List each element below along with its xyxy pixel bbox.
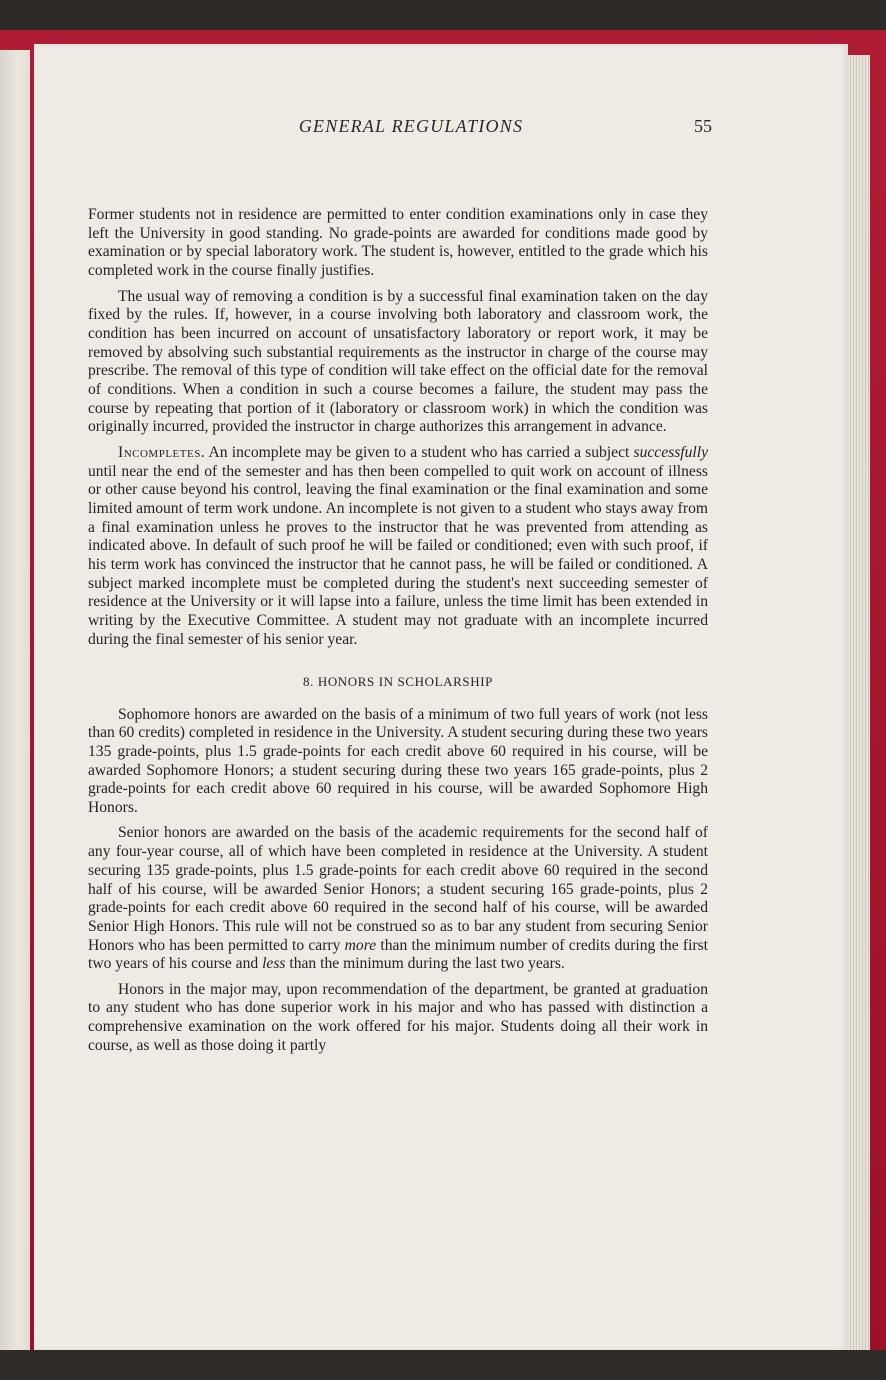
incompletes-text-b: until near the end of the semester and has then been compelled to quit work on account of illness or other cause beyond his control, leaving the final examination or the final examination and some limited amount of term work undone. An incomplete is not given to a student who stays away from a final examination unless he proves to the instructor that he was prevented from attending as indicated above. In default of such proof he will be failed or conditioned; even with such proof, if his term work has convinced the instructor that he cannot pass, he will be failed or conditioned. A subject marked incomplete must be completed during the student's next succeeding semester of residence at the University or it will lapse into a failure, unless the time limit has been extended in writing by the Executive Committee. A student may not graduate with an incomplete incurred during the final semester of his senior year. — [88, 462, 708, 648]
running-title: GENERAL REGULATIONS — [298, 116, 524, 136]
incompletes-emphasis: successfully — [633, 443, 708, 461]
scan-background-top — [0, 0, 886, 30]
section-heading — [88, 674, 708, 690]
senior-text-a: Senior honors are awarded on the basis of the academic requirements for the second half of any four-year course, all of which have been completed in residence at the University. A student securing 135 grade-points, plus 1.5 grade-points for each credit above 60 required in the second half of his course, will be awarded Senior Honors; a student securing 165 grade-points, plus 2 grade-points for each credit above 60 required in the second half of his course, will be awarded Senior High Honors. This rule will not be construed so as to bar any student from securing Senior Honors who has been permitted to carry — [88, 824, 708, 954]
facing-page-edge — [0, 50, 30, 1350]
senior-text-b: than the minimum number of credits during the first two years of his course and — [88, 936, 708, 973]
paragraph-condition-examinations: Former students not in residence are permitted to enter condition examinations only in case they left the University in good standing. No grade-points are awarded for conditions made good by examination or by special laboratory work. The student is, however, entitled to the grade which his completed work in the course finally justifies. — [88, 206, 708, 280]
senior-text-c: than the minimum during the last two years. — [285, 955, 565, 973]
paragraph-senior-honors — [88, 824, 708, 974]
page-number: 55 — [694, 116, 712, 136]
paragraph-honors-in-major: Honors in the major may, upon recommendation of the department, be granted at graduation to any student who has done superior work in his major and who has passed with distinction a comprehensive examination on the work offered for his major. Students doing all their work in course, as well as those doing it partly — [88, 980, 708, 1054]
paragraph-incompletes — [88, 444, 708, 650]
paragraph-removing-condition: The usual way of removing a condition is by a successful final examination taken on the day fixed by the rules. If, however, in a course involving both laboratory and classroom work, the condition has been incurred on account of unsatisfactory laboratory or report work, it may be removed by absolving such substantial requirements as the instructor in charge of the course may prescribe. The removal of this type of condition will take effect on the official date for the removal of conditions. When a condition in such a course becomes a failure, the student may pass the course by repeating that portion of it (laboratory or classroom work) in which the condition was originally incurred, provided the instructor in charge authorizes this arrangement in advance. — [88, 287, 708, 436]
senior-emphasis-more: more — [344, 936, 377, 954]
paragraph-sophomore-honors: Sophomore honors are awarded on the basis of a minimum of two full years of work (not less than 60 credits) completed in residence in the University. A student securing during these two years 135 grade-points, plus 1.5 grade-points for each credit above 60 required in his course, will be awarded Sophomore Honors; a student securing during these two years 165 grade-points, plus 2 grade-points for each credit above 60 required in his course, will be awarded Sophomore High Honors. — [88, 705, 708, 817]
scan-background-bottom — [0, 1350, 886, 1380]
page-body — [88, 206, 708, 1056]
senior-emphasis-less: less — [262, 955, 286, 973]
incompletes-text-a: An incomplete may be given to a student who has carried a subject — [205, 443, 634, 461]
incompletes-run-in-heading: Incompletes. — [118, 443, 206, 461]
page-edges — [848, 55, 870, 1350]
section-heading-text: 8. HONORS IN SCHOLARSHIP — [303, 673, 493, 689]
